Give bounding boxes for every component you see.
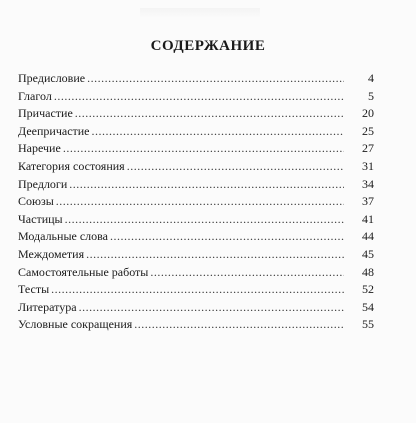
dot-leader	[51, 281, 344, 299]
dot-leader	[79, 299, 344, 317]
toc-entry-page: 54	[362, 299, 374, 314]
toc-entry-label: Предлоги	[18, 176, 68, 191]
toc-entry-page: 20	[362, 106, 374, 121]
dot-leader	[150, 264, 344, 282]
toc-entry-label: Междометия	[18, 246, 85, 261]
toc-entry	[18, 193, 374, 211]
toc-entry-label: Частицы	[18, 211, 63, 226]
toc-entry-page: 27	[362, 141, 374, 156]
toc-entry-page: 45	[362, 246, 374, 261]
dot-leader	[63, 140, 344, 158]
toc-entry-label: Модальные слова	[18, 229, 108, 244]
toc-entry	[18, 140, 374, 158]
toc-entry-page: 37	[362, 194, 374, 209]
toc-entry-label: Литература	[18, 299, 77, 314]
toc-entry	[18, 264, 374, 282]
toc-entry-page: 44	[362, 229, 374, 244]
toc-entry-label: Союзы	[18, 194, 54, 209]
table-of-contents	[18, 70, 374, 334]
toc-entry	[18, 281, 374, 299]
toc-entry	[18, 316, 374, 334]
toc-entry-label: Тесты	[18, 282, 50, 297]
toc-entry	[18, 176, 374, 194]
toc-entry-label: Глагол	[18, 88, 52, 103]
toc-entry-page: 5	[368, 88, 374, 103]
dot-leader	[127, 158, 344, 176]
toc-entry-page: 31	[362, 158, 374, 173]
toc-entry-page: 52	[362, 282, 374, 297]
toc-entry-page: 48	[362, 264, 374, 279]
toc-entry	[18, 158, 374, 176]
dot-leader	[65, 211, 344, 229]
toc-entry	[18, 88, 374, 106]
toc-entry	[18, 70, 374, 88]
toc-entry-label: Деепричастие	[18, 123, 90, 138]
toc-entry-page: 34	[362, 176, 374, 191]
toc-entry	[18, 211, 374, 229]
toc-entry-label: Самостоятельные работы	[18, 264, 149, 279]
toc-entry-label: Причастие	[18, 106, 73, 121]
dot-leader	[110, 228, 344, 246]
dot-leader	[69, 176, 344, 194]
toc-entry-label: Наречие	[18, 141, 61, 156]
toc-entry	[18, 228, 374, 246]
page-title: СОДЕРЖАНИЕ	[150, 38, 266, 54]
bleed-through-shadow	[140, 8, 260, 18]
toc-entry-page: 4	[368, 71, 374, 85]
dot-leader	[86, 246, 344, 264]
toc-entry-label: Категория состояния	[18, 158, 125, 173]
dot-leader	[54, 88, 344, 106]
toc-entry	[18, 299, 374, 317]
dot-leader	[87, 70, 344, 88]
dot-leader	[92, 123, 344, 141]
toc-entry	[18, 105, 374, 123]
toc-entry-label: Предисловие	[18, 71, 86, 85]
toc-entry-page: 55	[362, 317, 374, 332]
dot-leader	[75, 105, 344, 123]
toc-entry	[18, 123, 374, 141]
dot-leader	[134, 316, 344, 334]
dot-leader	[56, 193, 344, 211]
toc-entry	[18, 246, 374, 264]
toc-entry-page: 25	[362, 123, 374, 138]
toc-entry-page: 41	[362, 211, 374, 226]
toc-entry-label: Условные сокращения	[18, 317, 133, 332]
